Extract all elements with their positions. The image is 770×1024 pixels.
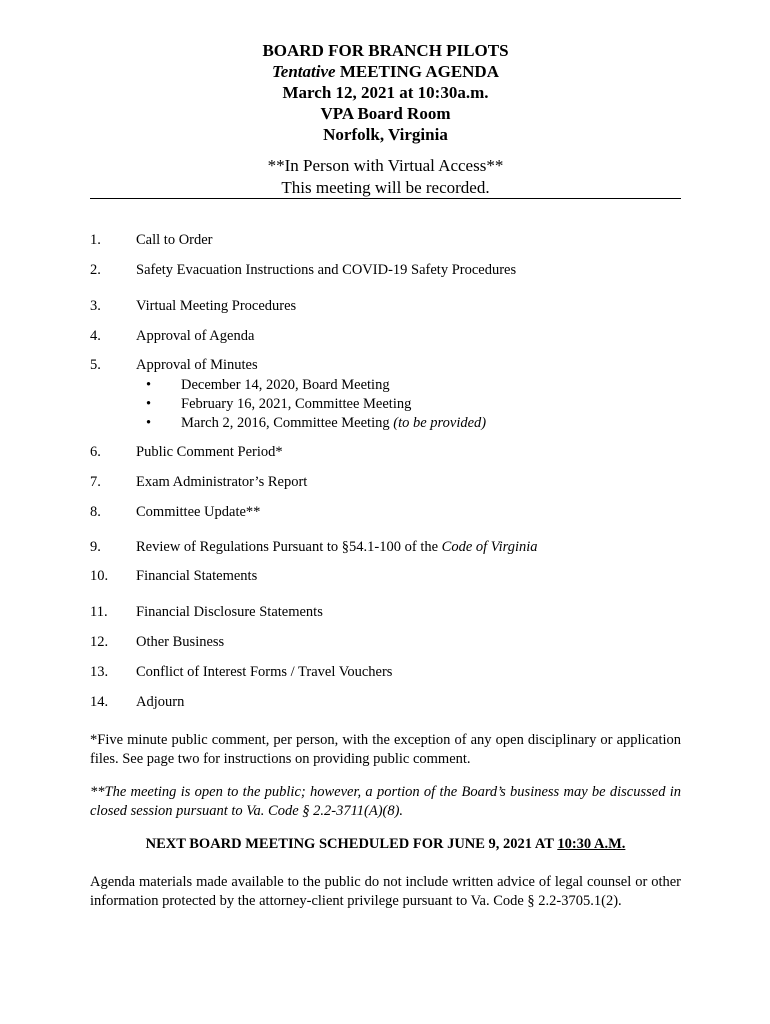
to-be-provided-note: (to be provided)	[393, 415, 487, 431]
public-comment-note: *Five minute public comment, per person, with the exception of any open disciplinary or application files. See page two for instructions on providing public comment.	[90, 732, 681, 767]
item-text: Virtual Meeting Procedures	[136, 298, 297, 314]
item-number: 3.	[90, 298, 101, 314]
access-note	[90, 155, 681, 199]
meeting-agenda-label: MEETING AGENDA	[335, 62, 499, 81]
next-meeting-notice	[90, 836, 681, 853]
item-number: 6.	[90, 444, 101, 460]
next-meeting-text: NEXT BOARD MEETING SCHEDULED FOR JUNE 9, 2021 AT	[145, 836, 558, 852]
bullet-text-with-note	[181, 414, 486, 433]
in-person-virtual: **In Person with Virtual Access**	[267, 156, 504, 175]
bullet-text: December 14, 2020, Board Meeting	[181, 377, 390, 393]
item-text-with-citation	[136, 539, 538, 556]
item-number: 4.	[90, 328, 101, 344]
bullet-dot-icon: •	[146, 415, 152, 431]
bullet-text: February 16, 2021, Committee Meeting	[181, 396, 412, 412]
item-number: 12.	[90, 634, 109, 650]
item-number: 11.	[90, 604, 108, 620]
item-text: Public Comment Period*	[136, 444, 283, 460]
agenda-header	[90, 40, 681, 199]
item-text: Safety Evacuation Instructions and COVID-19 Safety Procedures	[136, 262, 517, 278]
item-text: Financial Disclosure Statements	[136, 604, 323, 620]
meeting-date: March 12, 2021 at 10:30a.m.	[282, 83, 489, 102]
meeting-location: Norfolk, Virginia	[323, 125, 448, 144]
item-text: Financial Statements	[136, 568, 258, 584]
bullet-text: March 2, 2016, Committee Meeting	[181, 415, 394, 431]
bullet-dot-icon: •	[146, 377, 152, 393]
item-text: Other Business	[136, 634, 225, 650]
item-number: 13.	[90, 664, 109, 680]
item-text: Review of Regulations Pursuant to §54.1-100 of the	[136, 539, 442, 555]
meeting-room: VPA Board Room	[320, 104, 451, 123]
agenda-title	[90, 61, 681, 82]
bullet-dot-icon: •	[146, 396, 152, 412]
item-text: Adjourn	[136, 694, 185, 710]
item-number: 2.	[90, 262, 101, 278]
privilege-note: Agenda materials made available to the public do not include written advice of legal counsel or other information protected by the attorney-client privilege pursuant to Va. Code § 2.2-3705.1(2).	[90, 874, 681, 909]
item-text: Committee Update**	[136, 504, 261, 520]
item-text: Conflict of Interest Forms / Travel Vouchers	[136, 664, 393, 680]
item-number: 10.	[90, 568, 109, 584]
item-number: 7.	[90, 474, 101, 490]
item-text: Call to Order	[136, 232, 213, 248]
item-text: Approval of Minutes	[136, 357, 258, 373]
code-of-virginia: Code of Virginia	[441, 539, 538, 555]
item-text: Approval of Agenda	[136, 328, 255, 344]
item-number: 14.	[90, 694, 109, 710]
item-number: 9.	[90, 539, 101, 555]
tentative-label: Tentative	[271, 62, 336, 81]
header-divider	[90, 198, 681, 199]
board-title: BOARD FOR BRANCH PILOTS	[262, 41, 509, 60]
item-number: 8.	[90, 504, 101, 520]
item-text: Exam Administrator’s Report	[136, 474, 308, 490]
item-number: 5.	[90, 357, 101, 373]
closed-session-note: **The meeting is open to the public; however, a portion of the Board’s business may be discussed in closed session pursuant to Va. Code § 2.2-3711(A)(8).	[90, 784, 681, 819]
next-meeting-time: 10:30 A.M.	[557, 836, 626, 852]
item-number: 1.	[90, 232, 101, 248]
recorded-note: This meeting will be recorded.	[281, 178, 490, 197]
